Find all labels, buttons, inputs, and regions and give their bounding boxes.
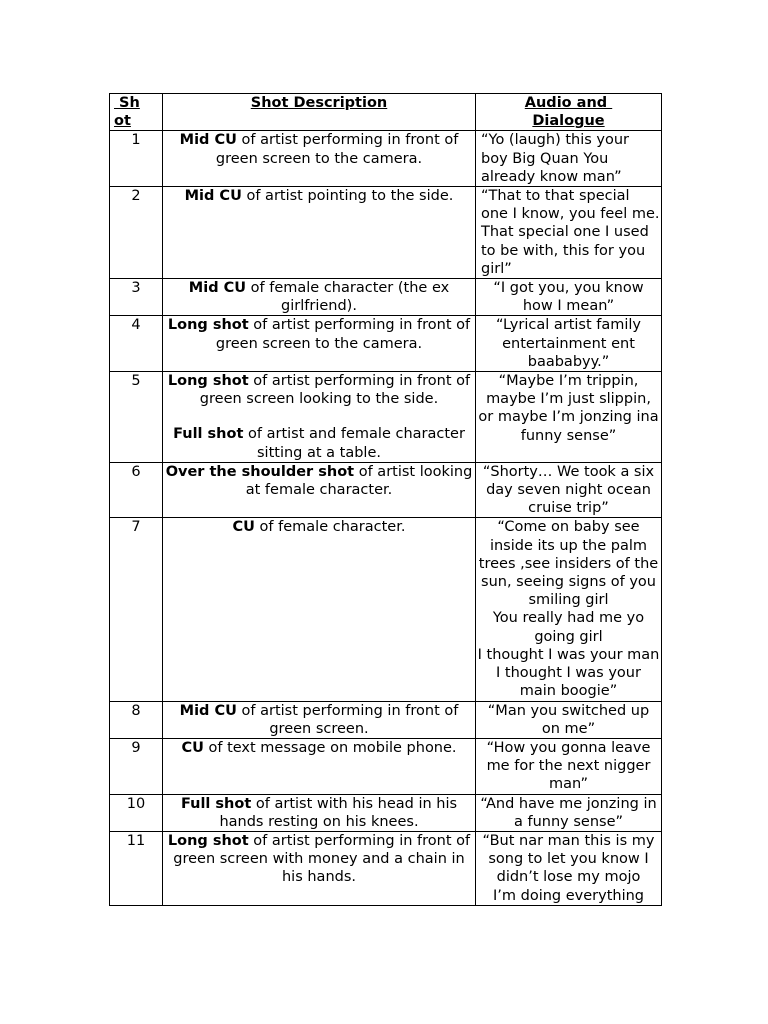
table-row: [110, 131, 662, 187]
description-text: of artist performing in front of green screen to the camera.: [215, 317, 475, 352]
table-row: [110, 372, 662, 463]
description-text: of artist performing in front of green screen to the camera.: [215, 132, 463, 167]
paragraph-gap: [164, 408, 474, 425]
table-row: [110, 279, 662, 316]
shot-type: Long shot: [167, 832, 249, 849]
shot-description: [163, 279, 476, 316]
audio-header-line1: Audio and: [524, 95, 613, 111]
shot-type: Mid CU: [188, 280, 247, 297]
dialogue-line: “Man you switched up on me”: [487, 702, 650, 737]
audio-header: [476, 94, 662, 131]
table-row: [110, 738, 662, 794]
dialogue-line: That special one I used to be with, this for you girl”: [481, 224, 649, 277]
description-paragraph: [164, 372, 474, 408]
description-text: of artist looking at female character.: [245, 463, 477, 499]
dialogue-line: “Shorty… We took a six day seven night ocean cruise trip”: [482, 463, 655, 517]
shot-number: 8: [110, 701, 163, 738]
shot-description: [163, 462, 476, 518]
audio-dialogue: [476, 279, 662, 316]
description-text: of female character (the ex girlfriend).: [246, 280, 454, 315]
audio-dialogue: [476, 316, 662, 372]
dialogue-line: I thought I was your main boogie”: [496, 665, 641, 700]
description-paragraph: [164, 832, 474, 887]
shot-type: Over the shoulder shot: [165, 463, 355, 480]
shot-type: CU: [181, 739, 204, 756]
shot-description: [163, 738, 476, 794]
audio-dialogue: [476, 462, 662, 518]
description-header: [163, 94, 476, 131]
table-row: [110, 831, 662, 905]
shot-type: Mid CU: [179, 132, 237, 149]
shot-description: [163, 831, 476, 905]
description-paragraph: [164, 425, 474, 461]
description-header-label: Shot Description: [250, 95, 388, 111]
description-text: of artist with his head in his hands resting on his knees.: [219, 795, 462, 830]
description-paragraph: [164, 279, 474, 315]
dialogue-line: “That to that special one I know, you feel me.: [481, 188, 660, 223]
shot-number: 9: [110, 738, 163, 794]
dialogue-line: “I got you, you know how I mean”: [493, 280, 644, 315]
shot-header: [110, 94, 163, 131]
description-text: of artist pointing to the side.: [241, 188, 454, 205]
description-text: of female character.: [254, 519, 406, 536]
shot-number: 6: [110, 462, 163, 518]
table-row: [110, 701, 662, 738]
shot-number: 5: [110, 372, 163, 463]
shot-description: [163, 316, 476, 372]
header-row: [110, 94, 662, 131]
shot-number: 7: [110, 518, 163, 701]
shot-number: 10: [110, 794, 163, 831]
description-paragraph: [164, 795, 474, 831]
description-text: of artist performing in front of green screen looking to the side.: [199, 373, 475, 408]
audio-dialogue: [476, 794, 662, 831]
dialogue-line: “But nar man this is my song to let you know I didn’t lose my mojo: [482, 832, 655, 886]
audio-dialogue: [476, 372, 662, 463]
table-row: [110, 462, 662, 518]
shot-type: Full shot: [180, 795, 252, 812]
description-text: of artist and female character sitting at a table.: [243, 426, 470, 461]
audio-dialogue: [476, 738, 662, 794]
shot-number: 11: [110, 831, 163, 905]
shot-number: 1: [110, 131, 163, 187]
table-row: [110, 187, 662, 279]
shot-description: [163, 372, 476, 463]
audio-dialogue: [476, 831, 662, 905]
dialogue-line: You really had me yo going girl: [492, 610, 645, 645]
shot-description: [163, 518, 476, 701]
description-paragraph: [164, 316, 474, 352]
description-paragraph: [164, 739, 474, 757]
dialogue-line: “Maybe I’m trippin, maybe I’m just slippin, or maybe I’m jonzing ina funny sense”: [478, 373, 659, 444]
description-text: of artist performing in front of green screen.: [236, 702, 463, 737]
shot-description: [163, 187, 476, 279]
table-row: [110, 518, 662, 701]
shot-header-line2: ot: [114, 113, 131, 130]
dialogue-line: “Lyrical artist family entertainment ent baababyy.”: [495, 317, 642, 370]
description-text: of text message on mobile phone.: [203, 739, 457, 756]
description-paragraph: [164, 187, 474, 205]
dialogue-line: “And have me jonzing in a funny sense”: [480, 795, 657, 830]
shot-description: [163, 794, 476, 831]
shot-type: Mid CU: [184, 188, 242, 205]
shot-type: Long shot: [167, 317, 249, 334]
table-row: [110, 794, 662, 831]
shot-number: 2: [110, 187, 163, 279]
dialogue-line: “Yo (laugh) this your boy Big Quan You already know man”: [481, 132, 630, 185]
audio-dialogue: [476, 131, 662, 187]
shot-list-table: [109, 93, 662, 906]
description-text: of artist performing in front of green screen with money and a chain in his hands.: [173, 832, 475, 886]
shot-number: 3: [110, 279, 163, 316]
shot-description: [163, 131, 476, 187]
shot-type: Full shot: [173, 426, 244, 443]
dialogue-line: I’m doing everything: [493, 887, 644, 904]
description-paragraph: [164, 463, 477, 499]
shot-type: CU: [232, 519, 255, 536]
dialogue-line: “How you gonna leave me for the next nigger man”: [486, 739, 651, 793]
audio-dialogue: [476, 518, 662, 701]
shot-type: Long shot: [167, 373, 249, 390]
shot-header-line1: Sh: [114, 95, 140, 111]
dialogue-line: I thought I was your man: [477, 646, 660, 663]
audio-header-line2: Dialogue: [532, 113, 605, 130]
description-paragraph: [164, 518, 474, 536]
description-paragraph: [164, 131, 474, 167]
description-paragraph: [164, 702, 474, 738]
dialogue-line: “Come on baby see inside its up the palm trees ,see insiders of the sun, seeing signs of you smiling girl: [478, 519, 659, 609]
shot-description: [163, 701, 476, 738]
audio-dialogue: [476, 187, 662, 279]
shot-number: 4: [110, 316, 163, 372]
table-row: [110, 316, 662, 372]
shot-type: Mid CU: [179, 702, 237, 719]
audio-dialogue: [476, 701, 662, 738]
